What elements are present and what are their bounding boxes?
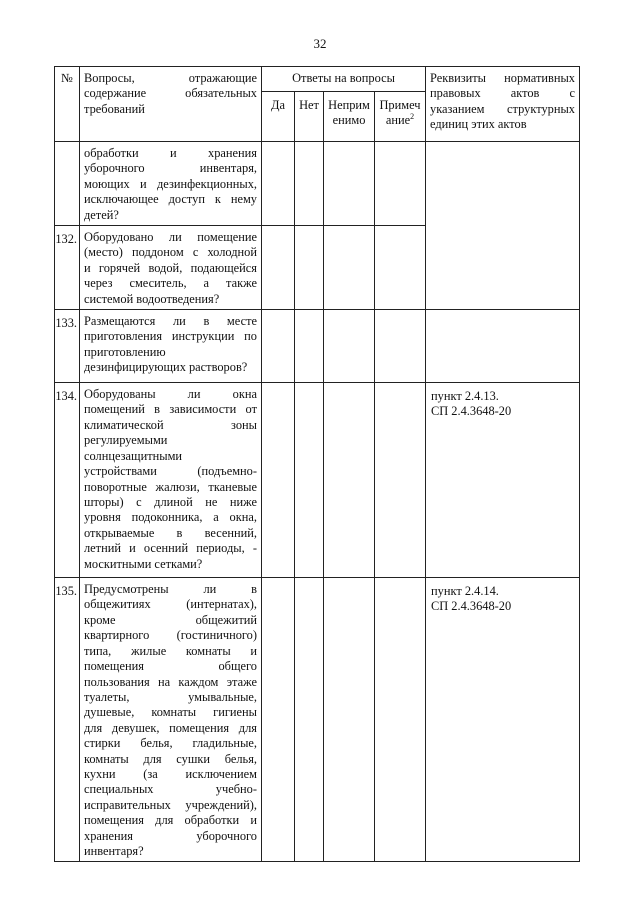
answer-note-cell (375, 226, 426, 310)
row-number: 133. (55, 310, 80, 383)
header-questions: Вопросы, отражающие содержание обязательных требований (80, 67, 262, 142)
answer-not-applicable-cell (324, 142, 375, 226)
header-requisites: Реквизиты нормативных правовых актов с указанием структурных единиц этих актов (426, 67, 580, 142)
row-question: Предусмотрены ли в общежитиях (интернатах), кроме общежитий квартирного (гостиничного) типа, жилые комнаты и помещения общего пользования на каждом этаже туалеты, умывальные, душевые, комнаты гигиены для девушек, помещения для стирки белья, гладильные, комнаты для сушки белья, кухни (за исключением специальных учебно- исправительных учреждений), помещения для обработки и хранения уборочного инвентаря? (80, 578, 262, 862)
answer-no-cell (295, 383, 324, 578)
header-note: Примеч ание$^2$ (375, 92, 426, 142)
answer-note-cell (375, 310, 426, 383)
row-question: Размещаются ли в месте приготовления инструкции по приготовлению дезинфицирующих растворов? (80, 310, 262, 383)
table-row (55, 310, 580, 383)
answer-yes-cell (262, 578, 295, 862)
page-number: 32 (313, 36, 327, 51)
table-row (55, 226, 580, 310)
row-number: 134. (55, 383, 80, 578)
answer-no-cell (295, 142, 324, 226)
table-row (55, 142, 580, 226)
answer-not-applicable-cell (324, 383, 375, 578)
row-question: обработки и хранения уборочного инвентаря, моющих и дезинфекционных, исключающее доступ к нему детей? (80, 142, 262, 226)
table-row (55, 383, 580, 578)
answer-note-cell (375, 383, 426, 578)
header-not-applicable: Неприм енимо (324, 92, 375, 142)
header-yes: Да (262, 92, 295, 142)
answer-no-cell (295, 226, 324, 310)
checklist-table (54, 66, 580, 862)
answer-yes-cell (262, 310, 295, 383)
answer-not-applicable-cell (324, 226, 375, 310)
row-question: Оборудовано ли помещение (место) поддоном с холодной и горячей водой, подающейся через смеситель, а также системой водоотведения? (80, 226, 262, 310)
row-requisites: пункт 2.4.13. СП 2.4.3648-20 (426, 383, 580, 578)
header-answers: Ответы на вопросы (262, 67, 426, 92)
answer-yes-cell (262, 383, 295, 578)
table-row (55, 578, 580, 862)
row-requisites (426, 310, 580, 383)
row-requisites (426, 226, 580, 310)
header-no: Нет (295, 92, 324, 142)
answer-no-cell (295, 578, 324, 862)
answer-yes-cell (262, 142, 295, 226)
answer-note-cell (375, 578, 426, 862)
answer-not-applicable-cell (324, 578, 375, 862)
answer-not-applicable-cell (324, 310, 375, 383)
answer-no-cell (295, 310, 324, 383)
answer-yes-cell (262, 226, 295, 310)
header-number: № (55, 67, 80, 142)
answer-note-cell (375, 142, 426, 226)
row-number (55, 142, 80, 226)
row-number: 132. (55, 226, 80, 310)
row-question: Оборудованы ли окна помещений в зависимости от климатической зоны регулируемыми солнцезащитными устройствами (подъемно- поворотные жалюзи, тканевые шторы) с длиной не ниже уровня подоконника, а окна, открываемые в весенний, летний и осенний периоды, - москитными сетками? (80, 383, 262, 578)
row-number: 135. (55, 578, 80, 862)
row-requisites (426, 142, 580, 226)
row-requisites: пункт 2.4.14. СП 2.4.3648-20 (426, 578, 580, 862)
